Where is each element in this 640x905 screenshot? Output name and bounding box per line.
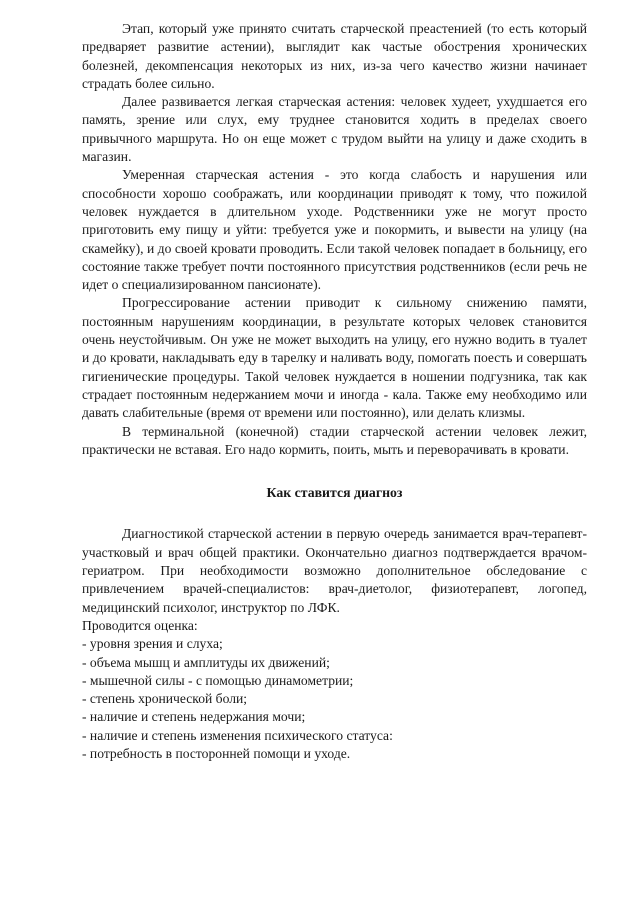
assessment-list <box>82 635 587 763</box>
paragraph-diagnosis: Диагностикой старческой астении в первую очередь занимается врач-терапевт-участковый и врач общей практики. Окончательно диагноз подтверждается врачом-гериатром. При необходимости возможно дополнительное обследование с привлечением врачей-специалистов: врач-диетолог, физиотерапевт, логопед, медицинский психолог, инструктор по ЛФК. <box>82 526 587 615</box>
document-body <box>82 20 587 763</box>
list-item: - степень хронической боли; <box>82 691 248 707</box>
paragraph-moderate-asthenia: Умеренная старческая астения - это когда слабость и нарушения или способности хорошо соображать, или координации приводят к тому, что пожилой человек нуждается в длительном уходе. Родственники уже не могут просто приготовить ему пищу и уйти: требуется уже и покормить, и вывести на улицу (на скамейку), и до своей кровати проводить. Если такой человек попадает в больницу, его состояние также требует почти постоянного присутствия родственников (если речь не идет о специализированном пансионате). <box>82 167 587 293</box>
list-item: - потребность в посторонней помощи и уходе. <box>82 745 351 761</box>
list-item: - наличие и степень изменения психического статуса: <box>82 727 393 743</box>
list-item: - мышечной силы - с помощью динамометрии; <box>82 672 354 688</box>
paragraph-terminal-stage: В терминальной (конечной) стадии старческой астении человек лежит, практически не вставая. Его надо кормить, поить, мыть и переворачивать в кровати. <box>82 423 587 457</box>
list-item: - уровня зрения и слуха; <box>82 636 223 652</box>
paragraph-mild-asthenia: Далее развивается легкая старческая астения: человек худеет, ухудшается его память, зрение или слух, ему труднее становится ходить в пределах своего привычного маршрута. Но он еще может с трудом выйти на улицу и даже сходить в магазин. <box>82 94 587 165</box>
assessment-intro: Проводится оценка: <box>82 617 198 633</box>
section-heading: Как ставится диагноз <box>266 485 403 501</box>
list-item: - объема мышц и амплитуды их движений; <box>82 654 330 670</box>
paragraph-progression: Прогрессирование астении приводит к сильному снижению памяти, постоянным нарушениям координации, в результате которых человек становится очень неустойчивым. Он уже не может выходить на улицу, его нужно водить в туалет и до кровати, накладывать еду в тарелку и наливать воду, помогать поесть и совершать гигиенические процедуры. Такой человек нуждается в ношении подгузника, так как страдает постоянным недержанием мочи и иногда - кала. Также ему необходимо или давать слабительные (время от времени или постоянно), или делать клизмы. <box>82 295 587 421</box>
list-item: - наличие и степень недержания мочи; <box>82 709 306 725</box>
paragraph-pre-asthenia: Этап, который уже принято считать старческой преастенией (то есть который предваряет развитие астении), выглядит как частые обострения хронических болезней, декомпенсация некоторых из них, из-за чего качество жизни начинает страдать более сильно. <box>82 21 587 91</box>
